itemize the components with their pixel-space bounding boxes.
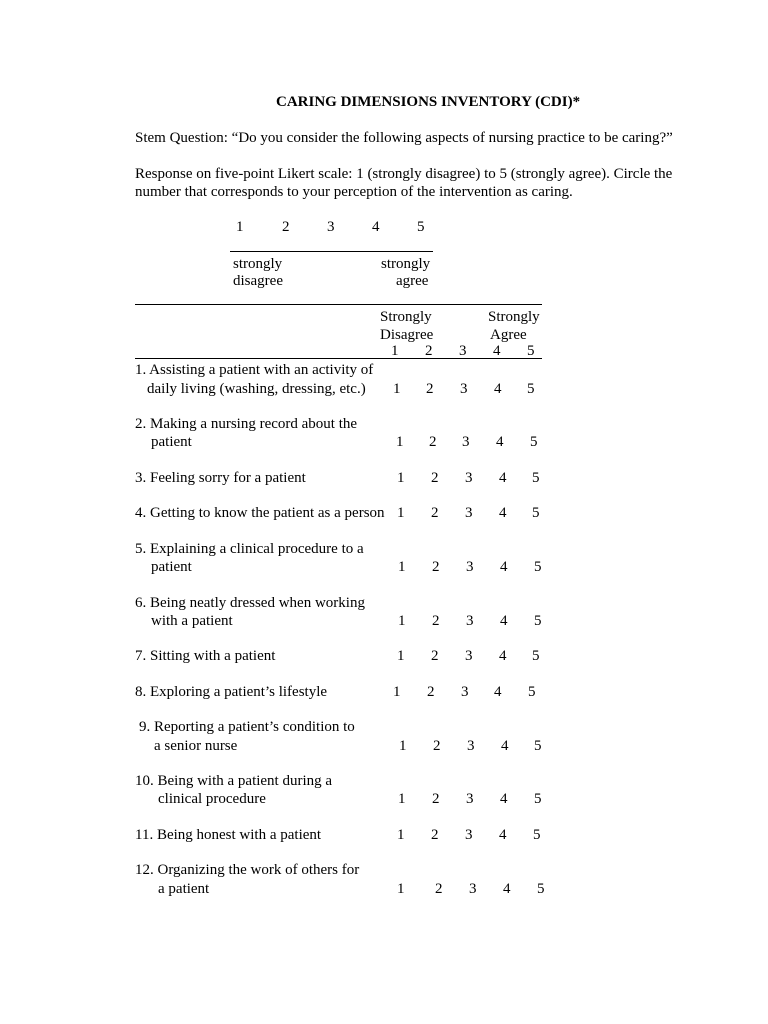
rating-option[interactable]: 1	[398, 613, 406, 629]
rating-option[interactable]: 3	[465, 648, 473, 664]
item-text-line-2: patient	[151, 434, 192, 450]
rating-option[interactable]: 2	[427, 684, 435, 700]
rating-option[interactable]: 2	[431, 648, 439, 664]
item-text-line-1: 12. Organizing the work of others for	[135, 862, 360, 878]
rating-option[interactable]: 2	[432, 613, 440, 629]
header-strongly-agree-line-1: Strongly	[488, 309, 540, 325]
rating-option[interactable]: 3	[467, 738, 475, 754]
rating-option[interactable]: 3	[465, 505, 473, 521]
item-text-line-1: 5. Explaining a clinical procedure to a	[135, 541, 364, 557]
rating-option[interactable]: 4	[501, 738, 509, 754]
item-text-line-1: 8. Exploring a patient’s lifestyle	[135, 684, 328, 700]
rating-option[interactable]: 4	[500, 559, 508, 575]
rating-option[interactable]: 5	[532, 505, 540, 521]
rating-option[interactable]: 4	[496, 434, 504, 450]
rating-option[interactable]: 1	[398, 559, 406, 575]
rating-option[interactable]: 2	[433, 738, 441, 754]
rating-option[interactable]: 5	[534, 559, 542, 575]
rating-option[interactable]: 2	[426, 381, 434, 397]
rating-option[interactable]: 1	[393, 381, 401, 397]
stem-question: Stem Question: “Do you consider the following aspects of nursing practice to be caring?”	[135, 130, 673, 146]
header-number: 3	[459, 343, 467, 359]
rating-option[interactable]: 5	[532, 648, 540, 664]
rating-option[interactable]: 2	[432, 791, 440, 807]
rating-option[interactable]: 5	[532, 470, 540, 486]
item-text-line-1: 10. Being with a patient during a	[135, 773, 333, 789]
response-instructions-line-1: Response on five-point Likert scale: 1 (strongly disagree) to 5 (strongly agree). Circle the	[135, 166, 673, 182]
rating-option[interactable]: 1	[397, 827, 405, 843]
rating-option[interactable]: 1	[397, 648, 405, 664]
table-header-rule	[135, 358, 542, 359]
scale-rule	[230, 251, 433, 252]
rating-option[interactable]: 3	[465, 470, 473, 486]
rating-option[interactable]: 3	[465, 827, 473, 843]
scale-number: 4	[372, 219, 380, 235]
item-text-line-1: 4. Getting to know the patient as a person	[135, 505, 385, 521]
rating-option[interactable]: 4	[500, 791, 508, 807]
rating-option[interactable]: 1	[399, 738, 407, 754]
rating-option[interactable]: 1	[396, 434, 404, 450]
rating-option[interactable]: 3	[469, 881, 477, 897]
scale-number: 1	[236, 219, 244, 235]
rating-option[interactable]: 4	[499, 505, 507, 521]
item-text-line-1: 3. Feeling sorry for a patient	[135, 470, 306, 486]
header-number: 2	[425, 343, 433, 359]
rating-option[interactable]: 5	[537, 881, 545, 897]
rating-option[interactable]: 5	[530, 434, 538, 450]
rating-option[interactable]: 4	[500, 613, 508, 629]
item-text-line-1: 2. Making a nursing record about the	[135, 416, 358, 432]
rating-option[interactable]: 3	[461, 684, 469, 700]
scale-number: 3	[327, 219, 335, 235]
scale-right-label-line-2: agree	[396, 273, 429, 289]
rating-option[interactable]: 1	[397, 881, 405, 897]
rating-option[interactable]: 1	[397, 505, 405, 521]
item-text-line-2: with a patient	[151, 613, 233, 629]
rating-option[interactable]: 2	[431, 827, 439, 843]
scale-left-label-line-2: disagree	[233, 273, 283, 289]
rating-option[interactable]: 5	[528, 684, 536, 700]
rating-option[interactable]: 4	[499, 470, 507, 486]
rating-option[interactable]: 4	[499, 648, 507, 664]
rating-option[interactable]: 2	[432, 559, 440, 575]
rating-option[interactable]: 2	[431, 470, 439, 486]
document-title: CARING DIMENSIONS INVENTORY (CDI)*	[276, 94, 581, 110]
header-number: 4	[493, 343, 501, 359]
scale-number: 5	[417, 219, 425, 235]
rating-option[interactable]: 1	[393, 684, 401, 700]
scale-number: 2	[282, 219, 290, 235]
item-text-line-2: daily living (washing, dressing, etc.)	[147, 381, 366, 397]
rating-option[interactable]: 1	[397, 470, 405, 486]
item-text-line-1: 1. Assisting a patient with an activity of	[135, 362, 374, 378]
rating-option[interactable]: 3	[466, 791, 474, 807]
scale-left-label-line-1: strongly	[233, 256, 283, 272]
rating-option[interactable]: 3	[460, 381, 468, 397]
rating-option[interactable]: 2	[431, 505, 439, 521]
response-instructions-line-2: number that corresponds to your perception of the intervention as caring.	[135, 184, 573, 200]
rating-option[interactable]: 2	[429, 434, 437, 450]
header-number: 1	[391, 343, 399, 359]
rating-option[interactable]: 5	[534, 738, 542, 754]
item-text-line-1: 6. Being neatly dressed when working	[135, 595, 365, 611]
header-strongly-disagree-line-1: Strongly	[380, 309, 432, 325]
rating-option[interactable]: 5	[534, 791, 542, 807]
rating-option[interactable]: 3	[466, 559, 474, 575]
item-text-line-1: 7. Sitting with a patient	[135, 648, 276, 664]
rating-option[interactable]: 1	[398, 791, 406, 807]
header-strongly-disagree-line-2: Disagree	[380, 327, 434, 343]
rating-option[interactable]: 4	[499, 827, 507, 843]
item-text-line-1: 9. Reporting a patient’s condition to	[139, 719, 355, 735]
table-top-rule	[135, 304, 542, 305]
item-text-line-2: clinical procedure	[158, 791, 266, 807]
item-text-line-2: a senior nurse	[154, 738, 238, 754]
rating-option[interactable]: 4	[494, 381, 502, 397]
rating-option[interactable]: 3	[462, 434, 470, 450]
rating-option[interactable]: 3	[466, 613, 474, 629]
item-text-line-2: a patient	[158, 881, 210, 897]
scale-right-label-line-1: strongly	[381, 256, 431, 272]
rating-option[interactable]: 5	[534, 613, 542, 629]
rating-option[interactable]: 4	[503, 881, 511, 897]
rating-option[interactable]: 4	[494, 684, 502, 700]
header-number: 5	[527, 343, 535, 359]
item-text-line-1: 11. Being honest with a patient	[135, 827, 322, 843]
rating-option[interactable]: 5	[533, 827, 541, 843]
header-strongly-agree-line-2: Agree	[490, 327, 527, 343]
item-text-line-2: patient	[151, 559, 192, 575]
rating-option[interactable]: 2	[435, 881, 443, 897]
rating-option[interactable]: 5	[527, 381, 535, 397]
